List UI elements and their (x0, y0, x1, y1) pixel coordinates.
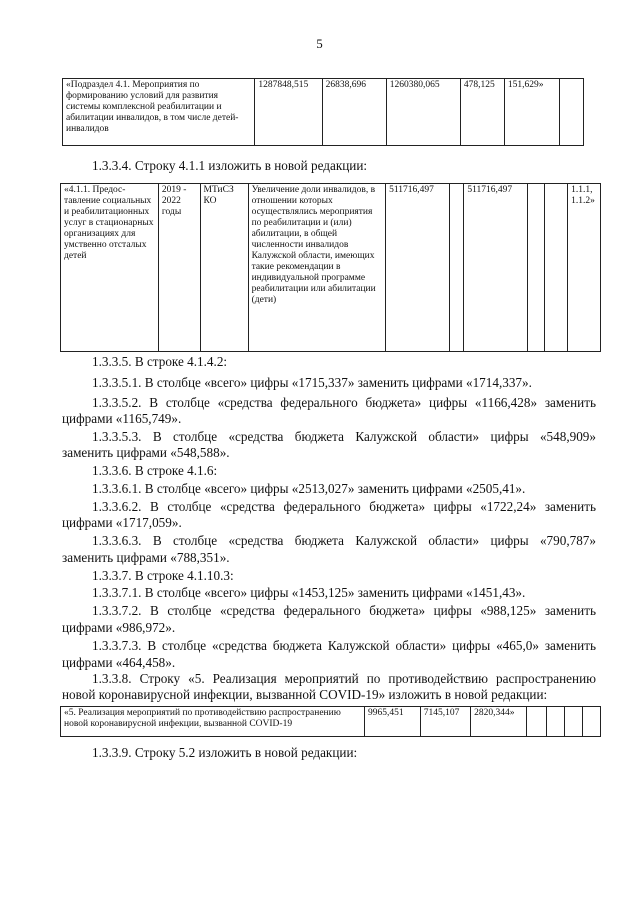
table-cell-name: «4.1.1. Предос-тавление социальных и реабилитационных услуг в стационарных организациях для умственно отсталых детей (61, 184, 159, 352)
paragraph: цифрами «986,972». (62, 620, 176, 635)
table-cell-period: 2019 - 2022 годы (158, 184, 200, 352)
table-row (61, 184, 601, 352)
paragraph: цифрами «1717,059». (62, 515, 182, 530)
paragraph: 1.3.3.5.3. В столбце «средства бюджета Калужской области» цифры «548,909» (92, 429, 596, 444)
table-section-5 (60, 706, 601, 737)
paragraph: цифрами «1165,749». (62, 411, 182, 426)
table-cell-total: 9965,451 (365, 707, 421, 737)
table-cell-local: 478,125 (460, 79, 504, 146)
paragraph: заменить цифрами «548,588». (62, 445, 230, 460)
table-cell-empty (547, 707, 565, 737)
paragraph: 1.3.3.6. В строке 4.1.6: (92, 463, 218, 478)
paragraph: 1.3.3.7. В строке 4.1.10.3: (92, 568, 234, 583)
table-cell-empty (450, 184, 464, 352)
table-cell-empty (528, 184, 544, 352)
table-cell-federal: 26838,696 (322, 79, 386, 146)
table-row (63, 79, 584, 146)
table-cell-regional: 511716,497 (464, 184, 528, 352)
table-cell-indicator: Увеличение доли инвалидов, в отношении которых осуществлялись мероприятия по реабилитации и (или) абилитации, в общей численности инвалидов Калужской области, имеющих такие рекомендации в индивидуальной программе реабилитации или абилитации (дети) (248, 184, 386, 352)
table-cell-federal: 7145,107 (420, 707, 470, 737)
table-cell-title: «5. Реализация мероприятий по противодействию распространению новой коронавирусной инфекции, вызванной COVID-19 (61, 707, 365, 737)
table-cell-other: 151,629» (504, 79, 559, 146)
paragraph: 1.3.3.6.1. В столбце «всего» цифры «2513,027» заменить цифрами «2505,41». (92, 481, 526, 496)
paragraph: цифрами «464,458». (62, 655, 176, 670)
paragraph: 1.3.3.7.3. В столбце «средства бюджета Калужской области» цифры «465,0» заменить (92, 638, 596, 653)
paragraph: 1.3.3.5.2. В столбце «средства федерального бюджета» цифры «1166,428» заменить (92, 395, 596, 410)
table-cell-regional: 1260380,065 (386, 79, 460, 146)
table-subsection-4-1 (62, 78, 584, 146)
paragraph: 1.3.3.6.2. В столбце «средства федерального бюджета» цифры «1722,24» заменить (92, 499, 596, 514)
table-cell-total: 511716,497 (386, 184, 450, 352)
paragraph: 1.3.3.5. В строке 4.1.4.2: (92, 354, 228, 369)
table-cell-empty (527, 707, 547, 737)
table-cell-empty (565, 707, 583, 737)
page-number: 5 (316, 36, 323, 51)
paragraph-1-3-3-4: 1.3.3.4. Строку 4.1.1 изложить в новой редакции: (92, 158, 368, 173)
paragraph: 1.3.3.8. Строку «5. Реализация мероприятий по противодействию распространению (92, 671, 596, 686)
paragraph: новой коронавирусной инфекции, вызванной COVID-19» изложить в новой редакции: (62, 687, 548, 702)
paragraph: 1.3.3.5.1. В столбце «всего» цифры «1715,337» заменить цифрами «1714,337». (92, 375, 532, 390)
table-cell-ref: 1.1.1, 1.1.2» (568, 184, 601, 352)
table-cell-regional: 2820,344» (471, 707, 527, 737)
table-cell-empty (544, 184, 568, 352)
table-cell-executor: МТиСЗ КО (200, 184, 248, 352)
paragraph: 1.3.3.6.3. В столбце «средства бюджета Калужской области» цифры «790,787» (92, 533, 596, 548)
table-row-4-1-1 (60, 183, 601, 352)
paragraph-1-3-3-9: 1.3.3.9. Строку 5.2 изложить в новой редакции: (92, 745, 358, 760)
table-cell-empty (559, 79, 583, 146)
table-cell-empty (582, 707, 600, 737)
paragraph: 1.3.3.7.1. В столбце «всего» цифры «1453,125» заменить цифрами «1451,43». (92, 585, 526, 600)
table-cell-title: «Подраздел 4.1. Мероприятия по формированию условий для развития системы комплексной реабилитации и абилитации инвалидов, в том числе детей-инвалидов (63, 79, 255, 146)
table-cell-total: 1287848,515 (255, 79, 322, 146)
paragraph: 1.3.3.7.2. В столбце «средства федерального бюджета» цифры «988,125» заменить (92, 603, 596, 618)
table-row (61, 707, 601, 737)
paragraph: заменить цифрами «788,351». (62, 550, 230, 565)
